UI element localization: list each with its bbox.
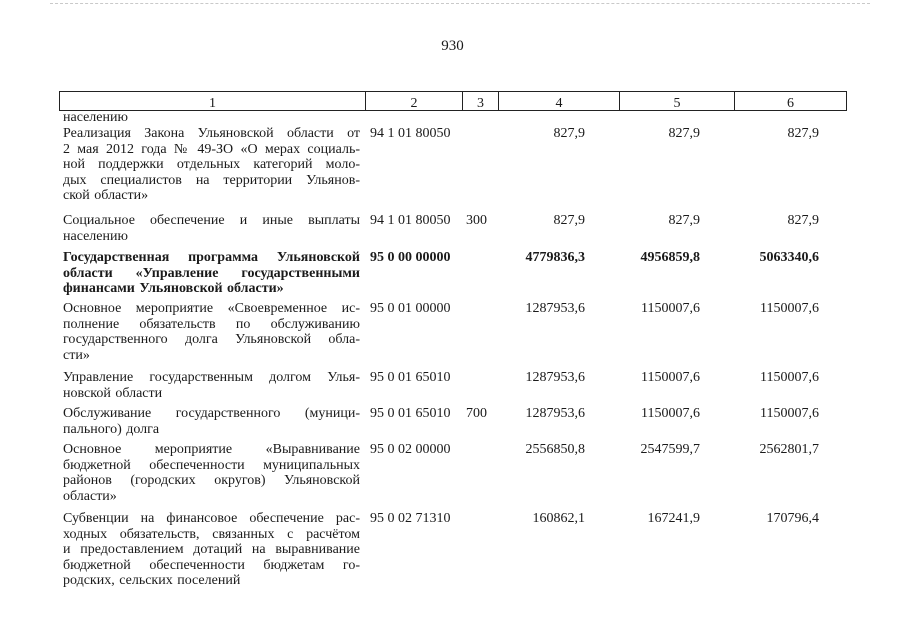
row-name	[63, 370, 360, 401]
row-value-2025: 167241,9	[647, 511, 700, 526]
row-name-line: населению	[63, 228, 128, 244]
row-name-line: районов (городских округов) Ульяновской	[63, 473, 360, 488]
row-value-2026: 827,9	[787, 213, 819, 228]
row-csr: 95 0 01 65010	[370, 406, 451, 421]
header-col-4: 4	[499, 92, 620, 110]
row-value-2026: 1150007,6	[760, 301, 819, 316]
row-name	[63, 250, 360, 297]
row-name	[63, 301, 360, 363]
row-name-line: Государственная программа Ульяновской	[63, 250, 360, 265]
row-value-2026: 170796,4	[766, 511, 819, 526]
row-value-2025: 1150007,6	[641, 301, 700, 316]
row-value-2025: 2547599,7	[640, 442, 700, 457]
row-csr: 95 0 01 65010	[370, 370, 451, 385]
row-vr: 700	[466, 406, 487, 421]
row-value-2026: 1150007,6	[760, 406, 819, 421]
header-col-1: 1	[60, 92, 366, 110]
row-name-line: Основное мероприятие «Выравнивание	[63, 442, 360, 457]
row-value-2025: 1150007,6	[641, 370, 700, 385]
row-name-line: новской области	[63, 385, 163, 401]
row-value-2024: 1287953,6	[525, 301, 585, 316]
row-value-2026: 827,9	[787, 126, 819, 141]
row-csr: 95 0 02 00000	[370, 442, 451, 457]
row-name	[63, 110, 360, 126]
row-name-line: Обслуживание государственного (муници-	[63, 406, 360, 421]
row-name-line: области»	[63, 488, 117, 504]
row-value-2024: 827,9	[553, 213, 585, 228]
row-name-line: Социальное обеспечение и иные выплаты	[63, 213, 360, 228]
row-value-2025: 4956859,8	[640, 250, 700, 265]
row-vr: 300	[466, 213, 487, 228]
header-col-5: 5	[620, 92, 735, 110]
row-name-line: и предоставлением дотаций на выравнивание	[63, 542, 360, 557]
header-col-6: 6	[787, 96, 794, 111]
row-value-2024: 827,9	[553, 126, 585, 141]
row-name-line: бюджетной обеспеченности бюджетам го-	[63, 557, 360, 573]
row-csr: 94 1 01 80050	[370, 126, 451, 141]
row-name-line: финансами Ульяновской области»	[63, 281, 284, 296]
row-value-2024: 4779836,3	[525, 250, 585, 265]
page-number: 930	[441, 38, 464, 54]
row-name-line: ной поддержки отдельных категорий моло-	[63, 157, 360, 172]
row-value-2024: 160862,1	[532, 511, 585, 526]
row-name-line: Субвенции на финансовое обеспечение рас-	[63, 511, 360, 526]
row-name-line: полнение обязательств по обслуживанию	[63, 316, 360, 332]
row-name-line: бюджетной обеспеченности муниципальных	[63, 457, 360, 473]
table-header	[59, 91, 847, 111]
row-name-line: ской области»	[63, 188, 149, 203]
row-value-2025: 827,9	[668, 213, 700, 228]
row-name	[63, 213, 360, 244]
row-csr: 95 0 02 71310	[370, 511, 451, 526]
row-csr: 94 1 01 80050	[370, 213, 451, 228]
row-name-line: 2 мая 2012 года № 49-ЗО «О мерах социаль-	[63, 141, 360, 157]
row-value-2024: 1287953,6	[525, 370, 585, 385]
row-name-line: области «Управление государственными	[63, 265, 360, 281]
row-name-line: родских, сельских поселений	[63, 573, 241, 588]
row-name-line: населению	[63, 110, 128, 125]
row-name-line: Реализация Закона Ульяновской области от	[63, 126, 360, 141]
row-value-2026: 1150007,6	[760, 370, 819, 385]
row-value-2024: 1287953,6	[525, 406, 585, 421]
row-value-2025: 1150007,6	[641, 406, 700, 421]
row-value-2025: 827,9	[668, 126, 700, 141]
row-name-line: Управление государственным долгом Улья-	[63, 370, 360, 385]
row-name	[63, 442, 360, 504]
row-name-line: дых специалистов на территории Ульянов-	[63, 172, 360, 188]
header-col-2: 2	[366, 92, 463, 110]
row-name-line: пального) долга	[63, 421, 160, 437]
header-col-3: 3	[463, 92, 499, 110]
row-csr: 95 0 00 00000	[370, 250, 451, 265]
row-value-2026: 5063340,6	[759, 250, 819, 265]
row-name	[63, 126, 360, 204]
row-name-line: сти»	[63, 347, 90, 363]
scan-edge-line	[50, 3, 870, 4]
row-name-line: Основное мероприятие «Своевременное ис-	[63, 301, 360, 316]
row-value-2024: 2556850,8	[525, 442, 585, 457]
row-value-2026: 2562801,7	[759, 442, 819, 457]
row-name	[63, 511, 360, 589]
row-name-line: государственного долга Ульяновской обла-	[63, 332, 360, 347]
row-name-line: ходных обязательств, связанных с расчётом	[63, 526, 360, 542]
row-name	[63, 406, 360, 437]
row-csr: 95 0 01 00000	[370, 301, 451, 316]
